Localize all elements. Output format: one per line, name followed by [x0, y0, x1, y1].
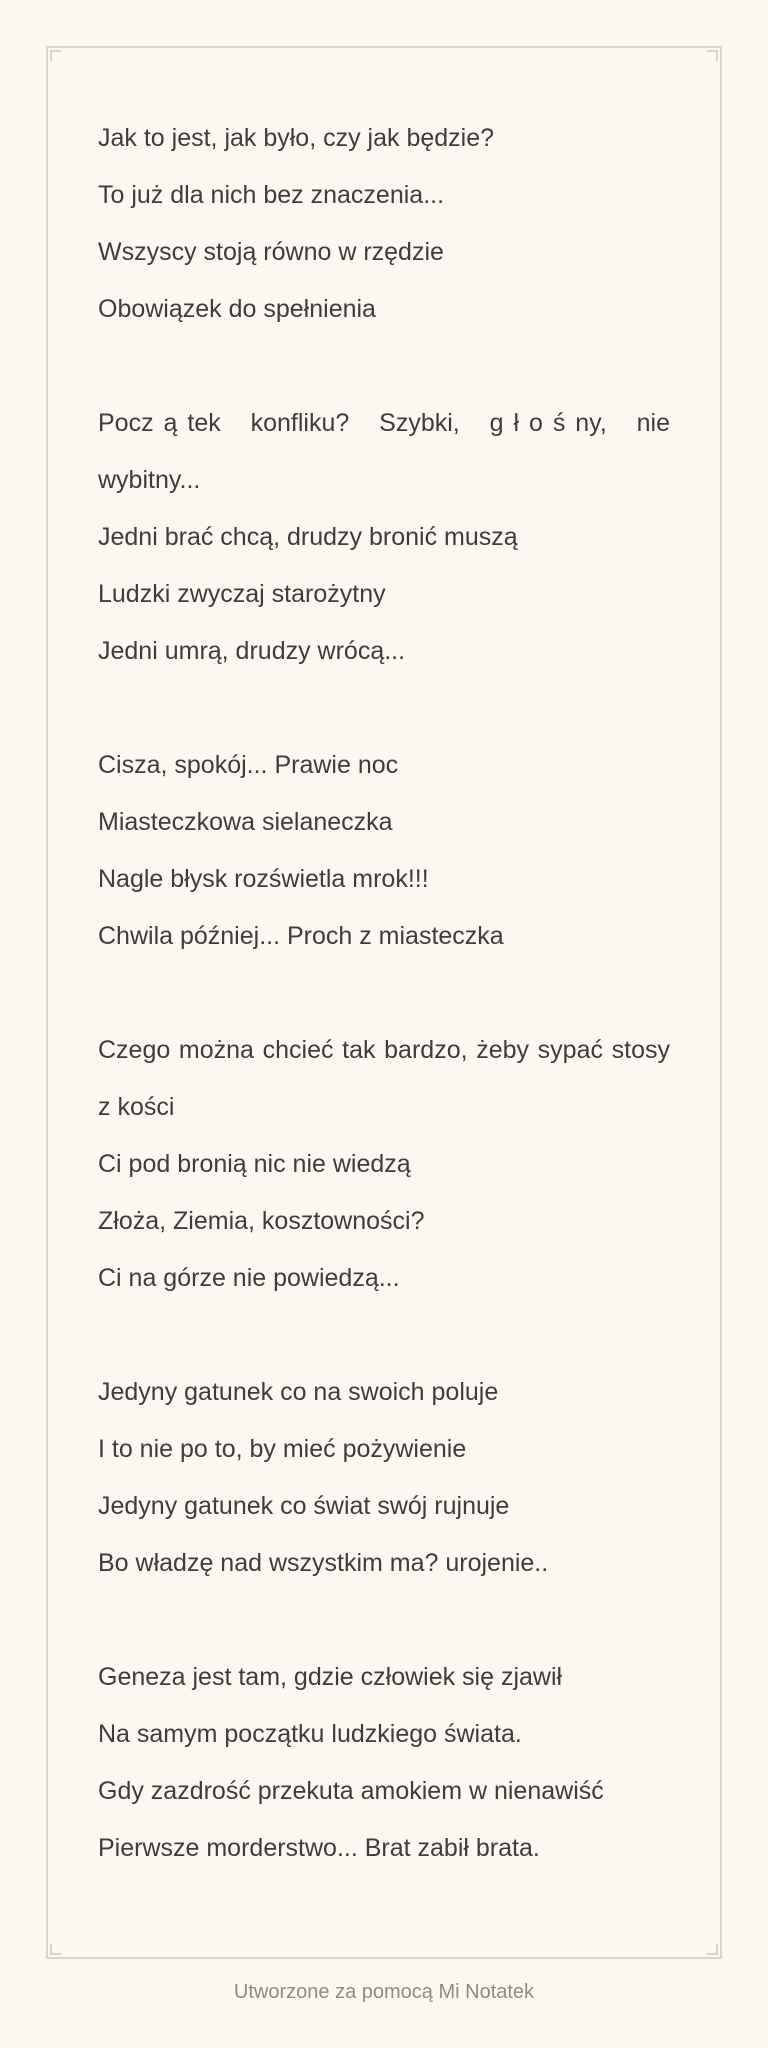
- poem-line: Jak to jest, jak było, czy jak będzie?: [98, 124, 495, 152]
- poem-line: Bo władzę nad wszystkim ma? urojenie..: [98, 1549, 549, 1577]
- poem-line: Miasteczkowa sielaneczka: [98, 808, 393, 836]
- poem-line: Jedni brać chcą, drudzy bronić muszą: [98, 523, 518, 551]
- poem-line: Ci na górze nie powiedzą...: [98, 1264, 400, 1292]
- poem-line: Obowiązek do spełnienia: [98, 295, 376, 323]
- poem-line: Nagle błysk rozświetla mrok!!!: [98, 865, 429, 893]
- corner-ornament-icon: [706, 46, 722, 62]
- poem-line: Chwila później... Proch z miasteczka: [98, 922, 504, 950]
- corner-ornament-icon: [46, 46, 62, 62]
- poem-line: To już dla nich bez znaczenia...: [98, 181, 445, 209]
- poem-line: Na samym początku ludzkiego świata.: [98, 1720, 522, 1748]
- poem-line: Czego można chcieć tak bardzo, żeby sypać stosy z kości: [98, 1036, 677, 1121]
- poem-line: Jedyny gatunek co świat swój rujnuje: [98, 1492, 510, 1520]
- footer-credit: Utworzone za pomocą Mi Notatek: [233, 1981, 535, 2003]
- poem-line: Geneza jest tam, gdzie człowiek się zjawił: [98, 1663, 563, 1691]
- stanza: [98, 395, 677, 680]
- corner-ornament-icon: [46, 1943, 62, 1959]
- stanza: [98, 1022, 677, 1307]
- poem-line: Pierwsze morderstwo... Brat zabił brata.: [98, 1834, 540, 1862]
- poem-body: [98, 110, 677, 1934]
- poem-line: Wszyscy stoją równo w rzędzie: [98, 238, 444, 266]
- poem-line: Ci pod bronią nic nie wiedzą: [98, 1150, 411, 1178]
- poem-line: Gdy zazdrość przekuta amokiem w nienawiść: [98, 1777, 604, 1805]
- poem-line: Jedyny gatunek co na swoich poluje: [98, 1378, 499, 1406]
- poem-line: Jedni umrą, drudzy wrócą...: [98, 637, 406, 665]
- poem-line: Złoża, Ziemia, kosztowności?: [98, 1207, 425, 1235]
- note-frame: [46, 46, 722, 1959]
- poem-line: Pocz ą tek konfliku? Szybki, g ł o ś ny, nie wybitny...: [98, 409, 677, 494]
- corner-ornament-icon: [706, 1943, 722, 1959]
- stanza: [98, 737, 670, 965]
- stanza: [98, 1649, 670, 1877]
- poem-line: Ludzki zwyczaj starożytny: [98, 580, 386, 608]
- poem-line: Cisza, spokój... Prawie noc: [98, 751, 399, 779]
- poem-line: I to nie po to, by mieć pożywienie: [98, 1435, 467, 1463]
- stanza: [98, 110, 670, 338]
- stanza: [98, 1364, 670, 1592]
